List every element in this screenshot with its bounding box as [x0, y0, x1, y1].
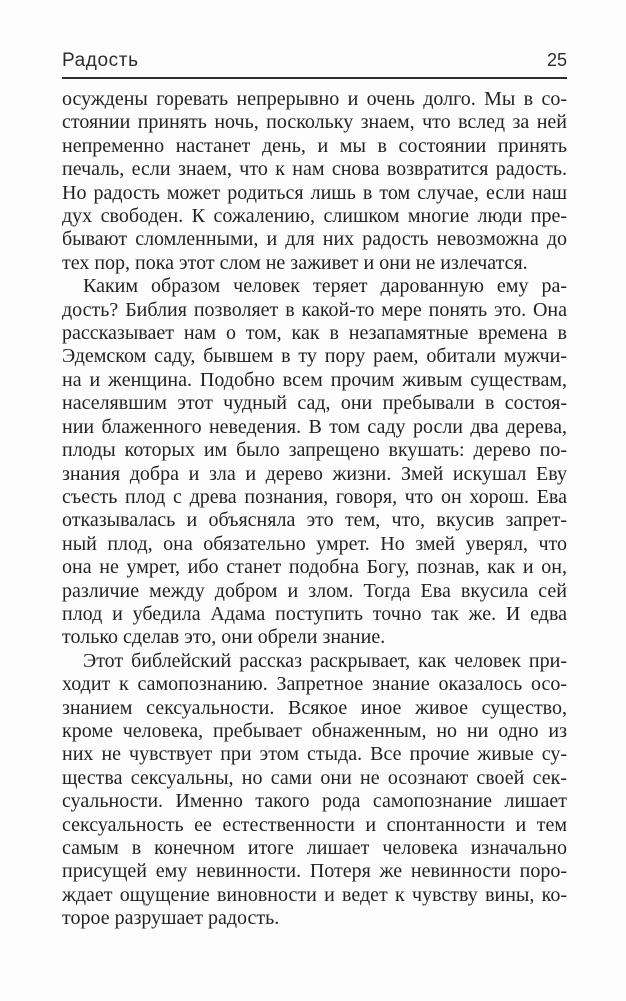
text-line: Но радость может родиться лишь в том случае, если наш: [62, 181, 567, 204]
text-line: щества сексуальны, но сами они не осознают своей сек-: [62, 766, 567, 789]
page-number: 25: [546, 50, 567, 70]
running-head: [62, 49, 567, 72]
text-line: торое разрушает радость.: [62, 907, 280, 930]
text-line: отказывалась и объясняла это тем, что, вкусив запрет-: [62, 509, 567, 532]
text-line: присущей ему невинности. Потеря же невинности поро-: [62, 860, 567, 883]
text-line: тех пор, пока этот слом не заживет и они не излечатся.: [62, 251, 528, 274]
text-line: только сделав это, они обрели знание.: [62, 626, 386, 649]
text-line: самым в конечном итоге лишает человека изначально: [62, 837, 567, 859]
text-line: ждает ощущение виновности и ведет к чувству вины, ко-: [62, 883, 567, 906]
text-line: Каким образом человек теряет дарованную ему ра-: [83, 275, 567, 298]
text-line: дость? Библия позволяет в какой-то мере понять это. Она: [62, 298, 567, 321]
text-line: съесть плод с древа познания, говоря, что он хорош. Ева: [62, 485, 567, 508]
text-line: населявшим этот чудный сад, они пребывали в состоя-: [62, 392, 567, 415]
text-line: различие между добром и злом. Тогда Ева вкусила сей: [62, 579, 567, 602]
text-line: дух свободен. К сожалению, слишком многие люди пре-: [62, 205, 567, 228]
text-line: стоянии принять ночь, поскольку знаем, что вслед за ней: [62, 111, 567, 134]
text-line: ходит к самопознанию. Запретное знание оказалось осо-: [62, 673, 567, 696]
text-line: рассказывает нам о том, как в незапамятные времена в: [62, 322, 567, 345]
text-line: Этот библейский рассказ раскрывает, как человек при-: [83, 649, 567, 672]
text-line: ный плод, она обязательно умрет. Но змей уверял, что: [62, 532, 567, 555]
header-rule: [62, 77, 567, 79]
text-line: она не умрет, ибо станет подобна Богу, познав, как и он,: [62, 556, 567, 579]
text-line: на и женщина. Подобно всем прочим живым существам,: [62, 368, 567, 391]
text-line: непременно настанет день, и мы в состоянии принять: [62, 134, 567, 157]
text-line: них не чувствует при этом стыда. Все прочие живые су-: [62, 743, 567, 766]
text-line: Эдемском саду, бывшем в ту пору раем, обитали мужчи-: [62, 345, 567, 368]
text-line: печаль, если знаем, что к нам снова возвратится радость.: [62, 158, 567, 181]
text-line: кроме человека, пребывает обнаженным, но ни одно из: [62, 719, 567, 742]
text-line: осуждены горевать непрерывно и очень долго. Мы в со-: [62, 88, 567, 110]
text-line: суальности. Именно такого рода самопознание лишает: [62, 790, 567, 813]
text-line: знанием сексуальности. Всякое иное живое существо,: [62, 696, 567, 719]
running-head-title: Радость: [62, 50, 139, 71]
body-text: [62, 88, 567, 931]
text-line: бывают сломленными, и для них радость невозможна до: [62, 228, 567, 251]
text-line: плод и убедила Адама поступить точно так же. И едва: [62, 602, 567, 625]
text-line: плоды которых им было запрещено вкушать: дерево по-: [62, 439, 567, 462]
text-line: нии блаженного неведения. В том саду росли два дерева,: [62, 415, 567, 438]
text-line: сексуальность ее естественности и спонтанности и тем: [62, 813, 567, 836]
text-line: знания добра и зла и дерево жизни. Змей искушал Еву: [62, 462, 567, 485]
